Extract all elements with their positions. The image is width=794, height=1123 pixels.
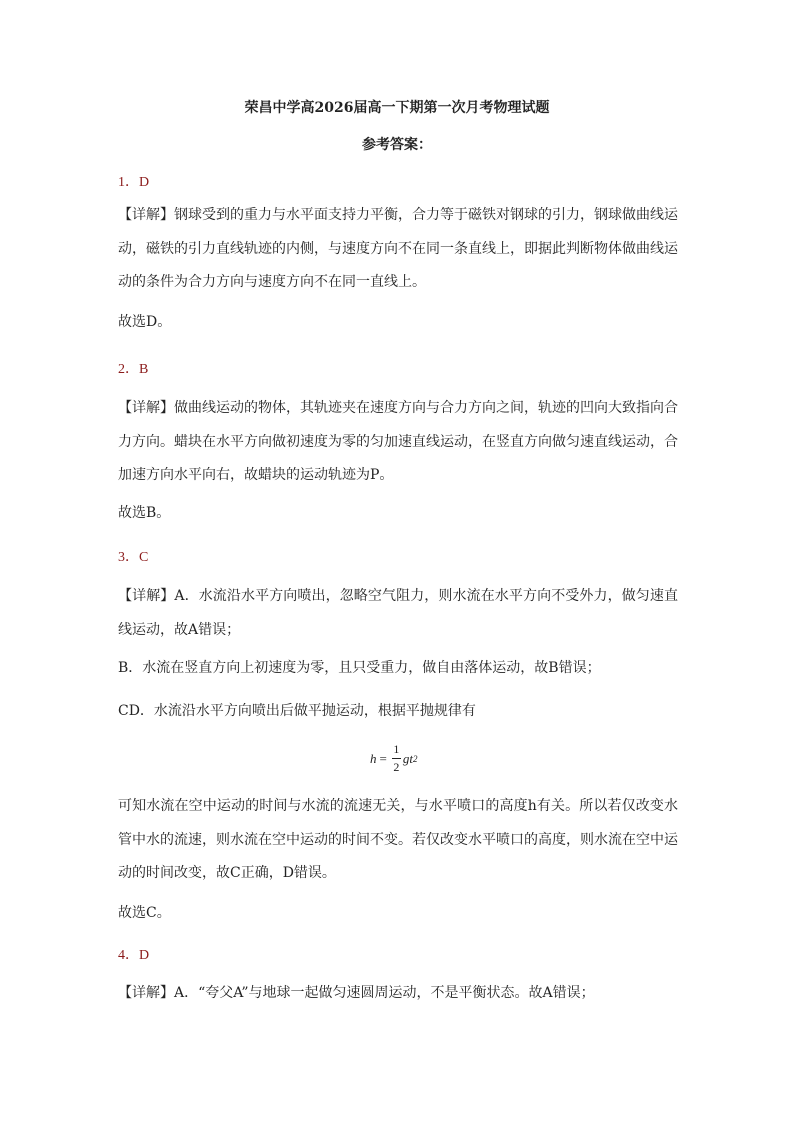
q4-number: 4．D bbox=[118, 948, 150, 963]
fraction-bar bbox=[392, 758, 401, 759]
formula-fraction bbox=[392, 742, 401, 775]
q4-detail-a: 【详解】A．“夸父A”与地球一起做匀速圆周运动，不是平衡状态。故A错误； bbox=[118, 985, 595, 1001]
formula-exponent: 2 bbox=[412, 753, 418, 764]
q2-conclusion: 故选B。 bbox=[118, 505, 171, 521]
q3-detail-after: 可知水流在空中运动的时间与水流的流速无关，与水平喷口的高度h有关。所以若仅改变水管中水的流速，则水流在空中运动的时间不变。若仅改变水平喷口的高度，则水流在空中运动的时间改变，故C正确，D错误。 bbox=[118, 798, 678, 881]
page-title: 荣昌中学高2026届高一下期第一次月考物理试题 bbox=[244, 100, 550, 116]
q3-number: 3．C bbox=[118, 550, 149, 565]
q1-conclusion: 故选D。 bbox=[118, 314, 172, 330]
q1-detail: 【详解】钢球受到的重力与水平面支持力平衡，合力等于磁铁对钢球的引力，钢球做曲线运动，磁铁的引力直线轨迹的内侧，与速度方向不在同一条直线上，即据此判断物体做曲线运动的条件为合力方向与速度方向不在同一直线上。 bbox=[118, 207, 678, 290]
q3-detail-a: 【详解】A．水流沿水平方向喷出，忽略空气阻力，则水流在水平方向不受外力，做匀速直线运动，故A错误； bbox=[118, 588, 678, 638]
fraction-numerator: 1 bbox=[393, 742, 400, 756]
page-subtitle: 参考答案： bbox=[362, 137, 432, 153]
formula-rhs: gt bbox=[402, 750, 413, 766]
q3-detail-b: B．水流在竖直方向上初速度为零，且只受重力，做自由落体运动，故B错误； bbox=[118, 660, 601, 676]
q3-detail-cd: CD．水流沿水平方向喷出后做平抛运动，根据平抛规律有 bbox=[118, 703, 476, 719]
q1-number: 1．D bbox=[118, 175, 150, 190]
q3-conclusion: 故选C。 bbox=[118, 905, 171, 921]
fraction-denominator: 2 bbox=[393, 760, 400, 774]
formula-equals: = bbox=[379, 750, 387, 766]
q2-number: 2．B bbox=[118, 362, 149, 377]
formula-lhs: h bbox=[370, 750, 377, 766]
q3-formula bbox=[370, 742, 417, 775]
q2-detail: 【详解】做曲线运动的物体，其轨迹夹在速度方向与合力方向之间，轨迹的凹向大致指向合力方向。蜡块在水平方向做初速度为零的匀加速直线运动，在竖直方向做匀速直线运动，合加速方向水平向右，故蜡块的运动轨迹为P。 bbox=[118, 400, 678, 483]
